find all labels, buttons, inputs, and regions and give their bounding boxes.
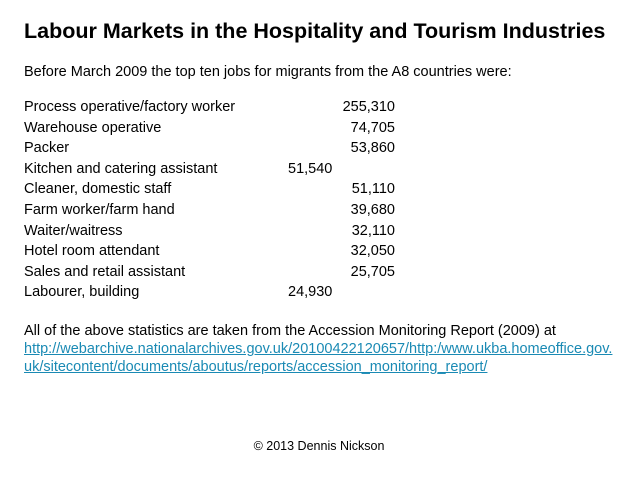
job-name: Kitchen and catering assistant: [24, 160, 218, 177]
job-name: Warehouse operative: [24, 119, 162, 136]
job-value: 39,680: [350, 201, 395, 218]
job-value: 74,705: [350, 119, 395, 136]
job-name: Process operative/factory worker: [24, 99, 236, 115]
job-list: [24, 98, 424, 304]
intro-text: Before March 2009 the top ten jobs for migrants from the A8 countries were:: [24, 64, 512, 80]
job-value: 25,705: [350, 263, 395, 280]
job-row: [24, 283, 424, 304]
job-row: [24, 160, 424, 181]
job-name: Cleaner, domestic staff: [24, 181, 172, 198]
job-name: Farm worker/farm hand: [24, 201, 175, 218]
source-note-text: All of the above statistics are taken from the Accession Monitoring Report (2009) at: [24, 323, 556, 339]
job-row: [24, 119, 424, 140]
job-row: [24, 201, 424, 222]
job-name: Packer: [24, 140, 70, 157]
source-link[interactable]: http://webarchive.nationalarchives.gov.uk/20100422120657/http:/www.ukba.homeoffice.gov.uk/sitecontent/documents/aboutus/reports/accession_monitoring_report/: [24, 341, 613, 375]
job-name: Labourer, building: [24, 284, 140, 301]
job-name: Sales and retail assistant: [24, 263, 186, 280]
job-value: 255,310: [342, 99, 395, 115]
job-row: [24, 180, 424, 201]
job-row: [24, 263, 424, 284]
job-value: 24,930: [288, 284, 333, 301]
job-value: 51,110: [351, 181, 395, 198]
job-row: [24, 139, 424, 160]
slide-title: Labour Markets in the Hospitality and Tourism Industries: [24, 19, 606, 43]
job-name: Hotel room attendant: [24, 243, 160, 260]
job-value: 51,540: [288, 160, 333, 177]
job-value: 32,110: [351, 222, 395, 239]
job-row: [24, 98, 424, 119]
job-value: 53,860: [350, 140, 395, 157]
copyright-footer: © 2013 Dennis Nickson: [253, 439, 385, 453]
source-note: [24, 322, 618, 376]
job-row: [24, 222, 424, 243]
job-row: [24, 242, 424, 263]
job-value: 32,050: [350, 243, 395, 260]
job-name: Waiter/waitress: [24, 222, 123, 239]
